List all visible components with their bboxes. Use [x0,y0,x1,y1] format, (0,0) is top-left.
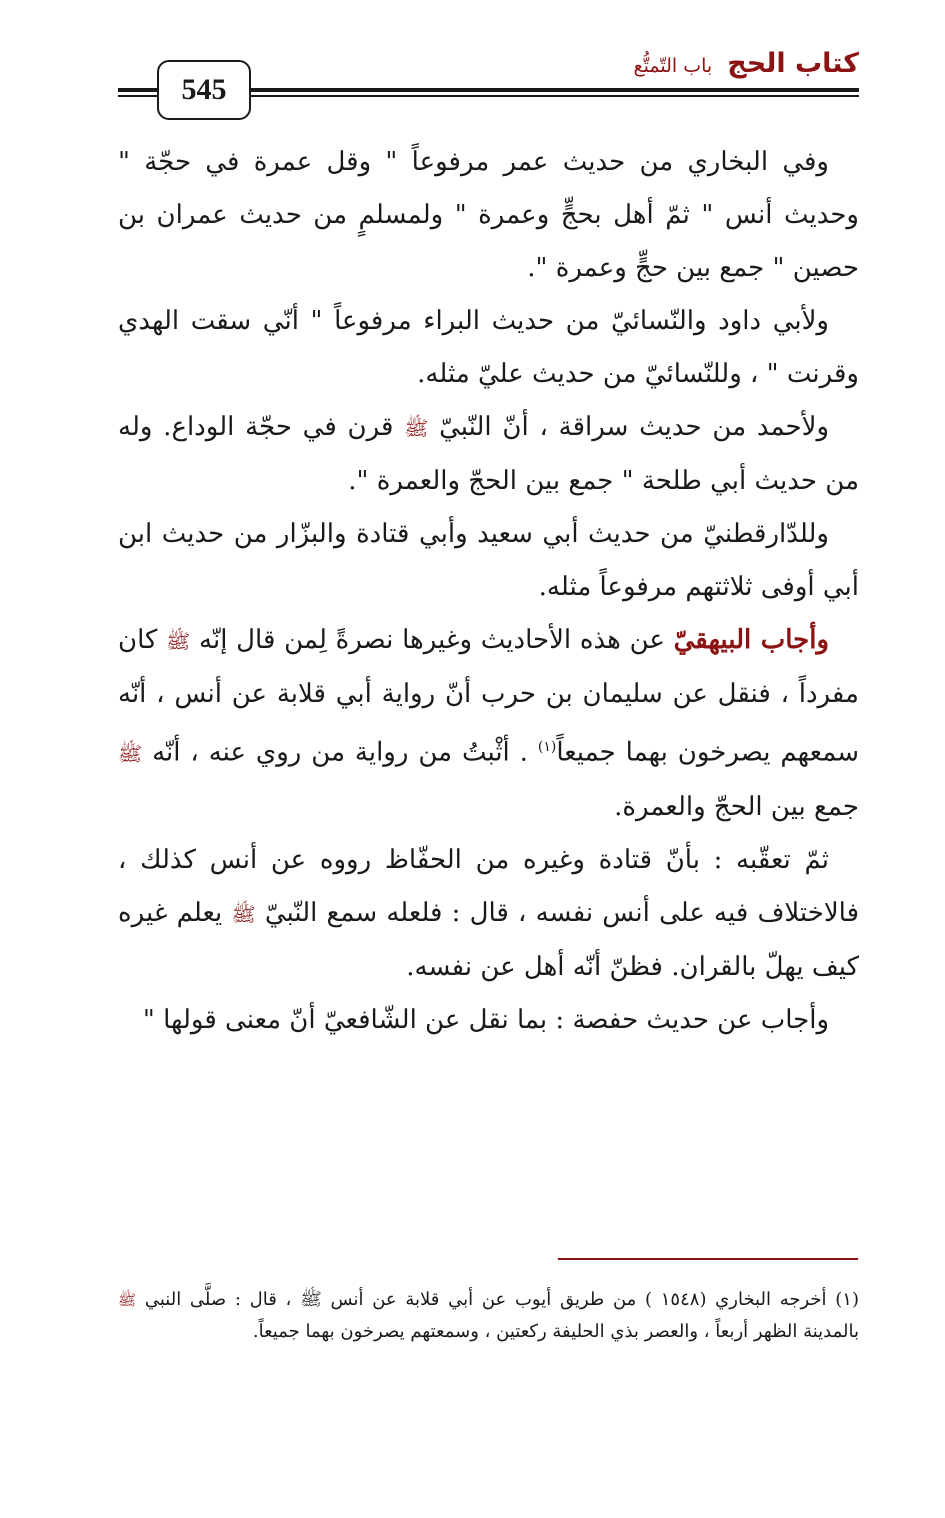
paragraph-1-text: وفي البخاري من حديث عمر مرفوعاً " وقل عمرة في حجّة " وحديث أنس " ثمّ أهل بحجٍّ وعمرة " ولمسلمٍ من حديث عمران بن حصين " جمع بين حجٍّ وعمرة ". [118,147,859,283]
paragraph-4-text: وللدّارقطنيّ من حديث أبي سعيد وأبي قتادة والبزّار من حديث ابن أبي أوفى ثلاثتهم مرفوعاً مثله. [118,519,859,602]
paragraph-5-text-a: عن هذه الأحاديث وغيرها نصرةً لِمن قال إنّه [199,625,665,655]
chapter-title: باب التّمتُّع [633,55,713,77]
page-header [0,0,945,130]
footnote-text-a: (١) أخرجه البخاري (١٥٤٨ ) من طريق أيوب عن أبي قلابة عن أنس ﷺ ، قال : صلَّى النبي [144,1289,859,1310]
paragraph-6-text-b: يعلم غيره كيف يهلّ بالقران. فظنّ أنّه أهل عن نفسه. [118,897,859,982]
running-title [634,48,859,79]
paragraph-6-text-a: ثمّ تعقّبه : بأنّ قتادة وغيره من الحفّاظ رووه عن أنس كذلك ، فالاختلاف فيه على أنس نفسه ، قال : فلعله سمع النّبيّ [118,844,860,928]
paragraph-3-text-b: قرن في حجّة الوداع. وله من حديث أبي طلحة " جمع بين الحجّ والعمرة ". [118,412,859,496]
salawat-glyph: ﷺ [118,1291,137,1309]
salawat-glyph: ﷺ [118,741,143,766]
footnote [118,1284,859,1347]
paragraph-2 [118,295,859,401]
footnote-separator [558,1258,858,1260]
paragraph-7-text: وأجاب عن حديث حفصة : بما نقل عن الشّافعيّ أنّ معنى قولها " [142,1004,829,1035]
paragraph-5 [118,614,859,834]
salawat-glyph: ﷺ [166,629,191,653]
footnote-text-b: بالمدينة الظهر أربعاً ، والعصر بذي الحليفة ركعتين ، وسمعتهم يصرخون بهما جميعاً. [252,1321,859,1342]
paragraph-5-text-d: جمع بين الحجّ والعمرة. [614,791,859,822]
salawat-glyph: ﷺ [404,416,429,440]
main-text [118,136,859,1047]
page-number: 545 [181,73,227,106]
salawat-glyph: ﷺ [231,901,256,926]
paragraph-5-text-b: كان مفرداً ، فنقل عن سليمان بن حرب أنّ رواية أبي قلابة عن أنس ، أنّه سمعهم يصرخون بهما جميعاً [118,625,860,768]
paragraph-6 [118,834,859,994]
paragraph-3-text-a: ولأحمد من حديث سراقة ، أنّ النّبيّ [439,412,830,442]
emphasized-heading: وأجاب البيهقيّ [673,625,830,655]
paragraph-7 [118,994,859,1047]
paragraph-2-text: ولأبي داود والنّسائيّ من حديث البراء مرفوعاً " أنّي سقت الهدي وقرنت " ، وللنّسائيّ من حديث عليّ مثله. [118,306,859,389]
paragraph-5-text-c: . أثْبتُ من رواية من روي عنه ، أنّه [152,737,528,768]
paragraph-4 [118,508,859,614]
footnote-ref[interactable]: (١) [537,739,557,755]
page-number-box [157,60,251,120]
paragraph-3 [118,401,859,508]
book-title: كتاب الحج [727,48,859,79]
paragraph-1 [118,136,859,295]
